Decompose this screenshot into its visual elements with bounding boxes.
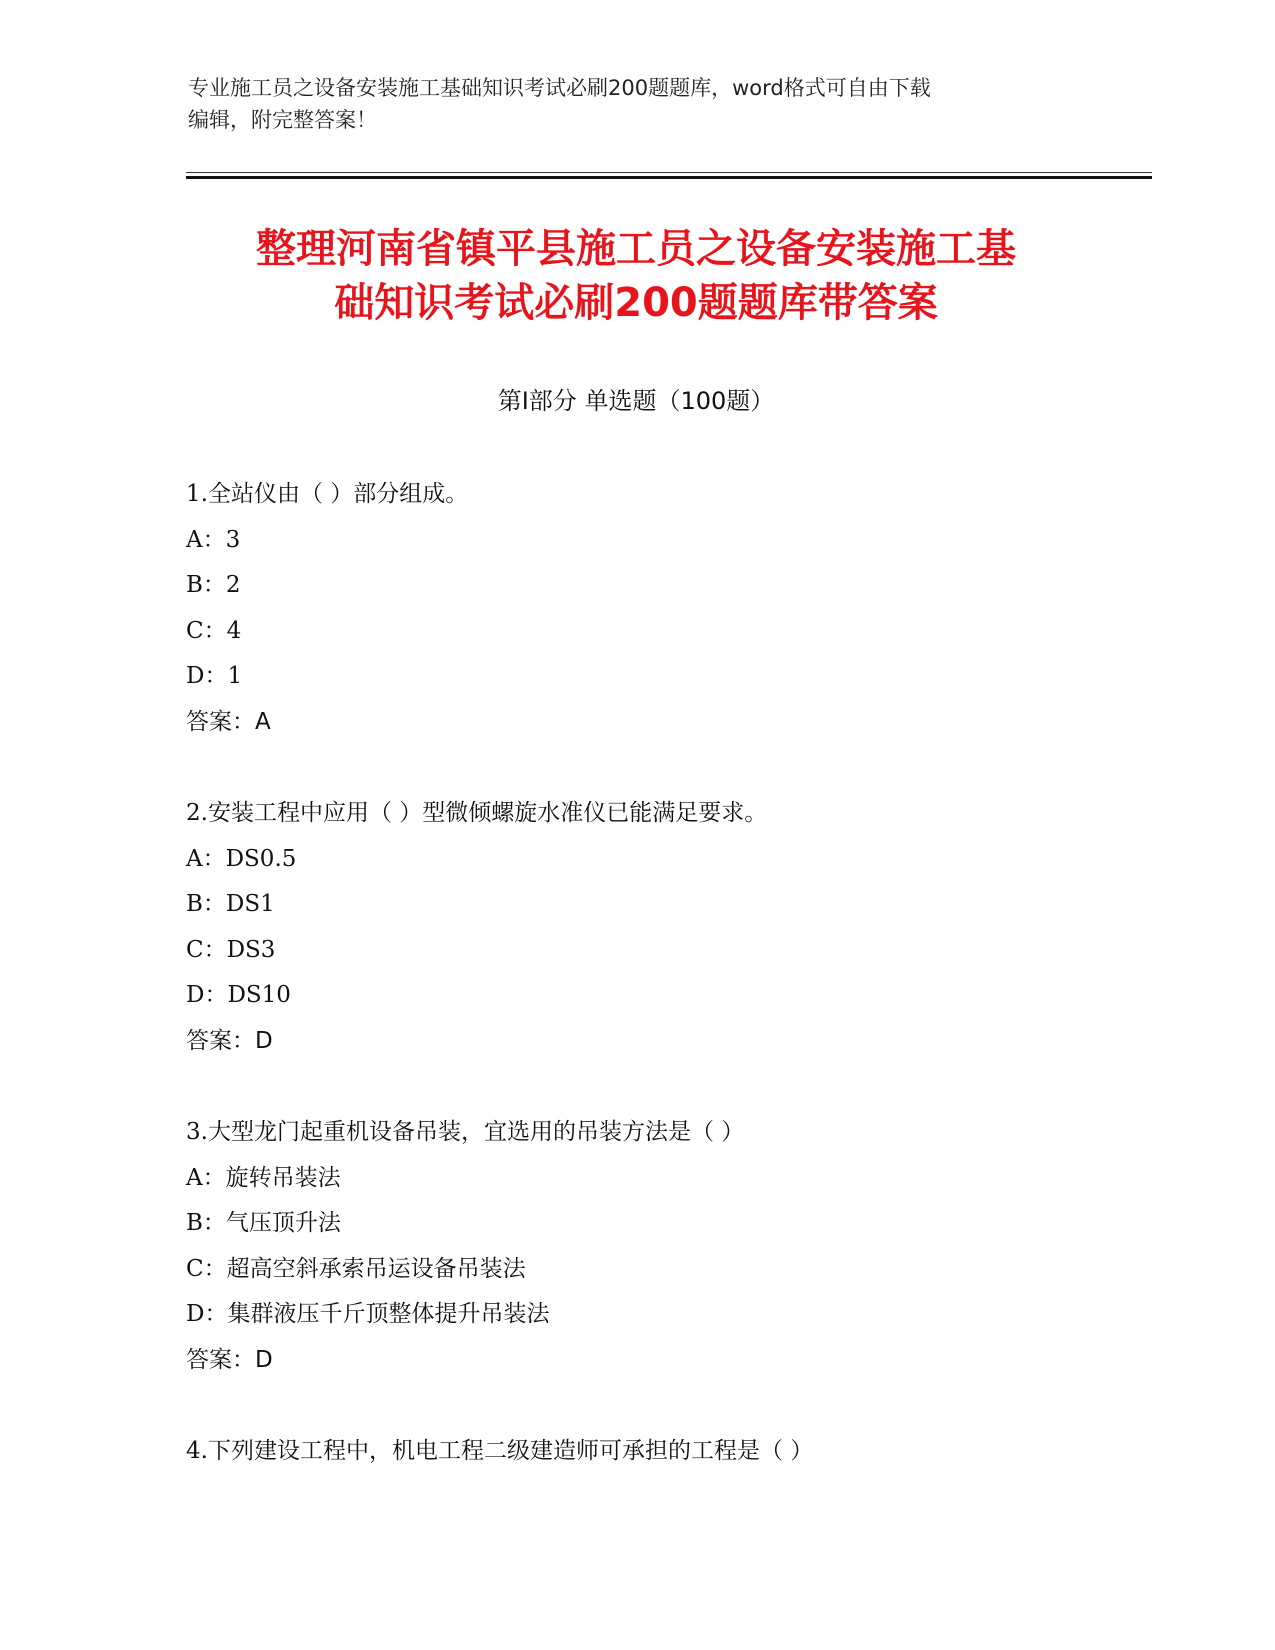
option-a: A：3 <box>186 526 241 553</box>
question-4 <box>186 1429 1146 1475</box>
option-c: C：超高空斜承索吊运设备吊装法 <box>186 1255 526 1282</box>
document-title <box>186 222 1086 330</box>
option-d: D：集群液压千斤顶整体提升吊装法 <box>186 1301 550 1327</box>
header-note <box>188 72 1068 136</box>
question-2 <box>186 791 1146 1064</box>
option-d: D：DS10 <box>186 982 291 1008</box>
option-c: C：DS3 <box>186 936 276 963</box>
answer: 答案：D <box>186 1027 273 1054</box>
header-rule-thin <box>186 172 1152 173</box>
answer: 答案：A <box>186 708 271 735</box>
answer: 答案：D <box>186 1346 273 1373</box>
section-title: 第Ⅰ部分 单选题（100题） <box>497 387 775 415</box>
header-note-line-2: 编辑，附完整答案！ <box>188 108 377 132</box>
option-b: B：DS1 <box>186 891 275 917</box>
header-note-line-1: 专业施工员之设备安装施工基础知识考试必刷200题题库，word格式可自由下载 <box>188 76 931 100</box>
question-3 <box>186 1110 1146 1383</box>
option-c: C：4 <box>186 617 242 644</box>
header-rule-thick <box>186 176 1152 179</box>
document-title-line-2: 础知识考试必刷200题题库带答案 <box>334 280 938 326</box>
question-list <box>186 472 1146 1521</box>
option-a: A：DS0.5 <box>186 845 297 872</box>
option-b: B：2 <box>186 572 241 598</box>
document-title-line-1: 整理河南省镇平县施工员之设备安装施工基 <box>256 226 1016 272</box>
question-stem: 1.全站仪由（ ）部分组成。 <box>186 481 469 507</box>
option-d: D：1 <box>186 663 243 689</box>
option-b: B：气压顶升法 <box>186 1210 341 1236</box>
question-stem: 3.大型龙门起重机设备吊装，宜选用的吊装方法是（ ） <box>186 1119 745 1145</box>
question-stem: 2.安装工程中应用（ ）型微倾螺旋水准仪已能满足要求。 <box>186 800 768 826</box>
question-stem: 4.下列建设工程中，机电工程二级建造师可承担的工程是（ ） <box>186 1438 814 1464</box>
option-a: A：旋转吊装法 <box>186 1164 341 1191</box>
question-1 <box>186 472 1146 745</box>
